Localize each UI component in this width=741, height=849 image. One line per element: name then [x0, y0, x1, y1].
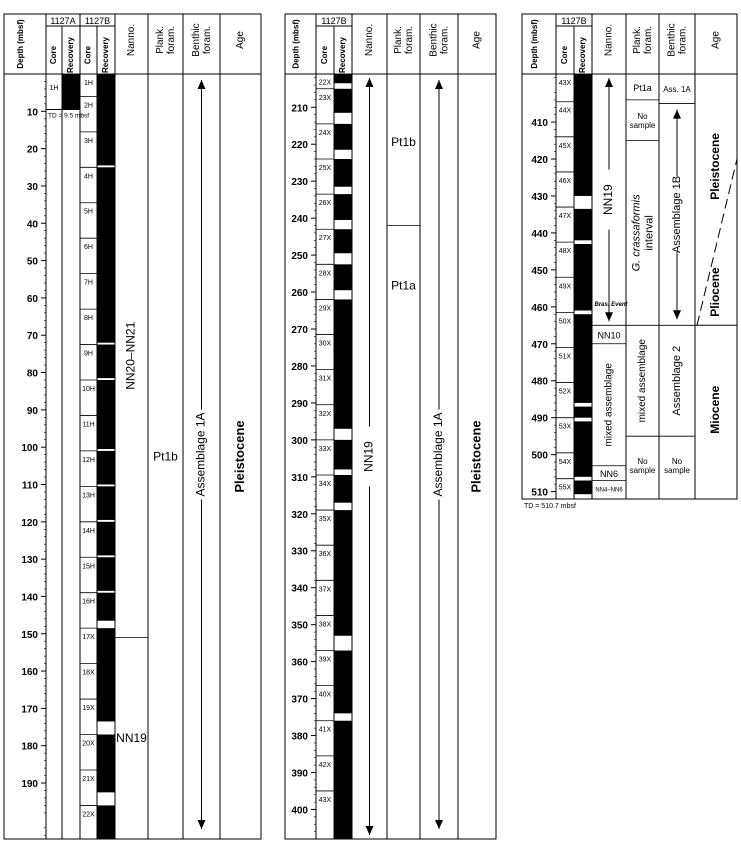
depth-tick-label: 150: [21, 629, 38, 641]
hole-label: 1127B: [561, 16, 587, 26]
recovery-bar: [334, 74, 352, 83]
age-header: Age: [710, 31, 722, 49]
depth-tick-label: 160: [21, 667, 38, 679]
plank-zone-label: No: [637, 112, 648, 122]
recovery-bar: [574, 407, 592, 418]
plank-header: Plank.: [155, 26, 167, 54]
recovery-bar: [97, 735, 115, 793]
core-label: 42X: [318, 761, 332, 769]
depth-tick-label: 290: [291, 398, 308, 410]
depth-tick-label: 90: [26, 405, 38, 417]
core-label: 54X: [558, 458, 572, 466]
depth-tick-label: 400: [291, 805, 308, 817]
age-label: Pliocene: [708, 267, 723, 317]
recovery-bar: [97, 557, 115, 591]
core-label: 28X: [318, 270, 332, 278]
arrow-head: [198, 820, 206, 829]
arrow-head: [435, 820, 443, 829]
plank-zone-label: No: [637, 457, 648, 467]
depth-tick-label: 80: [26, 368, 38, 380]
depth-tick-label: 460: [531, 302, 548, 314]
nanno-zone-label: mixed assemblage: [603, 363, 615, 447]
core-label: 55X: [558, 484, 572, 492]
recovery-bar: [574, 209, 592, 240]
core-label: 32X: [318, 410, 332, 418]
age-label: Miocene: [708, 385, 723, 434]
core-label: 1H: [49, 85, 59, 92]
core-label: 43X: [558, 80, 572, 87]
core-label: 3H: [84, 137, 93, 145]
depth-tick-label: 190: [21, 779, 38, 791]
core-label: 23X: [318, 94, 332, 102]
depth-tick-label: 340: [291, 583, 308, 595]
recovery-bar: [97, 522, 115, 556]
core-label: 19X: [82, 705, 95, 713]
recovery-bar: [334, 89, 352, 113]
depth-tick-label: 510: [531, 487, 548, 499]
nanno-zone-label: NN4–NN6: [595, 487, 623, 494]
core-label: 15H: [82, 563, 95, 571]
nanno-zone-label: NN19: [601, 184, 616, 215]
benthic-zone-label: No: [671, 457, 683, 467]
recovery-bar: [334, 440, 352, 470]
td-label: TD = 9.5 mbsf: [48, 112, 89, 120]
recovery-bar: [97, 486, 115, 520]
panel-3: [522, 14, 737, 510]
core-label: 14H: [82, 527, 95, 535]
nanno-zone-label: NN20–NN21: [123, 321, 138, 390]
plank-header: foram.: [166, 25, 178, 55]
plank-zone-label: G. crassaformis: [630, 194, 643, 272]
benthic-header: foram.: [439, 25, 451, 55]
plank-zone-label: Pt1b: [153, 449, 178, 464]
core-label: 33X: [318, 445, 332, 453]
benthic-header: foram.: [677, 25, 689, 55]
depth-tick-label: 170: [21, 704, 38, 716]
core-label: 24X: [318, 129, 332, 137]
core-label: 7H: [84, 279, 93, 287]
recovery-bar: [334, 124, 352, 150]
depth-tick-label: 210: [291, 103, 308, 115]
plank-zone-label: sample: [629, 121, 656, 131]
core-label: 9H: [84, 350, 93, 358]
depth-tick-label: 500: [531, 450, 548, 462]
plank-zone-label: interval: [643, 215, 656, 251]
arrow-head: [366, 826, 374, 835]
core-label: 22X: [318, 79, 332, 87]
hole-label: 1127B: [84, 16, 111, 26]
age-header: Age: [471, 31, 483, 49]
plank-zone-label: Pt1a: [633, 82, 652, 93]
core-label: 31X: [318, 375, 332, 383]
depth-tick-label: 390: [291, 768, 308, 780]
depth-tick-label: 20: [26, 144, 38, 156]
recovery-bar: [574, 74, 592, 196]
panel-frame: [4, 14, 261, 839]
core-label: 4H: [84, 173, 93, 181]
depth-tick-label: 450: [531, 265, 548, 277]
core-label: 16H: [82, 598, 95, 606]
benthic-header: Benthic: [666, 23, 678, 57]
arrow-head: [605, 312, 613, 321]
nanno-header: Nanno.: [364, 23, 376, 57]
benthic-assemblage-label: Assemblage 1A: [193, 412, 208, 497]
core-label: 6H: [84, 244, 93, 252]
core-label: 51X: [558, 353, 572, 361]
recovery-bar: [334, 264, 352, 290]
plank-zone-label: mixed assemblage: [637, 339, 649, 423]
recovery-bar: [334, 651, 352, 714]
core-label: 39X: [318, 656, 332, 664]
benthic-header: Benthic: [191, 23, 203, 57]
depth-tick-label: 410: [531, 118, 548, 130]
core-label: 43X: [318, 796, 332, 804]
benthic-header: Benthic: [428, 23, 440, 57]
panel-1: [4, 14, 261, 839]
depth-tick-label: 430: [531, 191, 548, 203]
core-label: 12H: [82, 456, 95, 464]
core-label: 20X: [82, 740, 95, 748]
benthic-zone-label: sample: [664, 466, 690, 476]
plank-zone-label: Pt1b: [391, 135, 416, 149]
depth-tick-label: 440: [531, 228, 548, 240]
benthic-zone-label: Assemblage 1B: [670, 175, 683, 253]
core-label: 13H: [82, 492, 95, 500]
depth-tick-label: 320: [291, 509, 308, 521]
arrow-head: [198, 80, 206, 89]
depth-tick-label: 50: [26, 256, 38, 268]
core-label: 25X: [318, 165, 332, 172]
recovery-bar: [334, 510, 352, 636]
depth-tick-label: 110: [21, 480, 38, 492]
core-label: 29X: [318, 305, 332, 313]
depth-tick-label: 270: [291, 325, 308, 336]
plank-header: foram.: [404, 25, 416, 55]
depth-tick-label: 40: [26, 219, 38, 231]
recovery-bar: [97, 74, 115, 165]
recovery-bar: [574, 244, 592, 311]
core-label: 5H: [84, 208, 93, 216]
recovery-bar: [97, 805, 115, 839]
core-label: 10H: [82, 386, 95, 393]
recovery-bar: [334, 194, 352, 220]
core-label: 1H: [84, 80, 93, 87]
depth-header: Depth (mbsf): [291, 19, 301, 69]
recovery-header: Recovery: [66, 36, 76, 74]
age-label: Pleistocene: [231, 420, 247, 493]
depth-tick-label: 480: [531, 376, 548, 388]
plank-header: Plank.: [632, 26, 644, 54]
arrow-head: [673, 110, 681, 119]
recovery-bar: [97, 167, 115, 342]
depth-tick-label: 310: [291, 472, 308, 484]
core-label: 52X: [558, 388, 572, 396]
depth-tick-label: 370: [291, 694, 308, 706]
depth-header: Depth (mbsf): [530, 19, 540, 69]
recovery-header: Recovery: [338, 36, 348, 74]
recovery-bar: [334, 229, 352, 253]
core-label: 21X: [82, 775, 95, 783]
recovery-bar: [62, 74, 80, 109]
recovery-bar: [97, 593, 115, 621]
core-label: 17X: [82, 634, 95, 642]
nanno-zone-label: NN19: [361, 441, 376, 472]
benthic-assemblage-label: Assemblage 1A: [431, 412, 446, 497]
plank-zone-label: Pt1a: [391, 278, 416, 293]
depth-header: Depth (mbsf): [16, 19, 26, 69]
benthic-header: foram.: [202, 25, 214, 55]
depth-tick-label: 130: [21, 555, 38, 567]
arrow-head: [435, 80, 443, 89]
core-label: 41X: [318, 726, 332, 734]
benthic-zone-label: Assemblage 2: [670, 345, 683, 416]
recovery-bar: [334, 475, 352, 503]
benthic-zone-label: Ass. 1A: [663, 84, 691, 94]
depth-tick-label: 470: [531, 339, 548, 351]
core-label: 36X: [318, 551, 332, 559]
core-header: Core: [49, 45, 59, 65]
core-label: 53X: [558, 423, 572, 431]
core-label: 46X: [558, 177, 572, 185]
panel-2: [285, 14, 496, 839]
core-label: 44X: [558, 107, 572, 115]
nanno-zone-label: NN6: [599, 469, 619, 480]
depth-tick-label: 70: [26, 331, 38, 343]
recovery-bar: [574, 481, 592, 495]
depth-tick-label: 330: [291, 546, 308, 558]
depth-tick-label: 380: [291, 731, 308, 743]
depth-tick-label: 120: [21, 517, 38, 529]
plank-zone-label: sample: [629, 466, 656, 476]
depth-tick-label: 260: [291, 288, 308, 300]
core-label: 8H: [84, 315, 93, 323]
depth-tick-label: 280: [291, 361, 308, 373]
core-label: 50X: [558, 318, 572, 326]
recovery-bar: [574, 314, 592, 403]
core-label: 26X: [318, 200, 332, 208]
recovery-bar: [97, 451, 115, 485]
age-label: Pleistocene: [468, 420, 484, 493]
recovery-bar: [97, 380, 115, 449]
depth-tick-label: 220: [291, 140, 308, 152]
depth-tick-label: 420: [531, 155, 548, 166]
core-label: 2H: [84, 102, 93, 110]
depth-tick-label: 140: [21, 592, 38, 604]
nanno-header: Nanno.: [603, 23, 615, 57]
depth-tick-label: 250: [291, 251, 308, 263]
recovery-bar: [334, 159, 352, 187]
arrow-head: [366, 78, 374, 87]
depth-tick-label: 240: [291, 214, 308, 226]
depth-tick-label: 30: [26, 181, 38, 193]
depth-tick-label: 100: [21, 443, 38, 455]
recovery-header: Recovery: [101, 36, 111, 74]
core-label: 40X: [318, 691, 332, 699]
core-label: 11H: [82, 421, 95, 429]
depth-tick-label: 350: [291, 620, 308, 632]
bras-event-label: Bras. Event: [594, 301, 628, 308]
core-label: 49X: [558, 283, 572, 291]
nanno-zone-label: NN19: [116, 731, 147, 746]
core-label: 37X: [318, 586, 332, 594]
recovery-bar: [97, 345, 115, 379]
depth-tick-label: 490: [531, 413, 548, 425]
core-label: 47X: [558, 213, 572, 221]
core-label: 18X: [82, 669, 95, 677]
core-header: Core: [320, 45, 330, 65]
age-label: Pleistocene: [708, 133, 723, 200]
arrow-head: [673, 310, 681, 319]
core-label: 27X: [318, 235, 332, 243]
recovery-bar: [97, 628, 115, 721]
core-label: 30X: [318, 340, 332, 348]
nanno-header: Nanno.: [126, 23, 138, 57]
core-label: 48X: [558, 248, 572, 256]
core-label: 45X: [558, 142, 572, 150]
nanno-zone-label: NN10: [597, 330, 621, 341]
depth-tick-label: 60: [26, 293, 38, 305]
depth-tick-label: 360: [291, 657, 308, 669]
depth-tick-label: 230: [291, 177, 308, 189]
plank-header: foram.: [643, 25, 655, 55]
td-label: TD = 510.7 mbsf: [524, 503, 576, 510]
core-label: 34X: [318, 480, 332, 488]
core-label: 38X: [318, 621, 332, 629]
arrow-head: [605, 78, 613, 87]
plank-header: Plank.: [393, 26, 405, 54]
age-header: Age: [235, 31, 247, 49]
core-label: 22X: [82, 811, 95, 819]
recovery-bar: [334, 299, 352, 428]
core-header: Core: [83, 45, 93, 65]
core-header: Core: [560, 45, 570, 65]
depth-tick-label: 10: [26, 107, 38, 119]
hole-label: 1127A: [50, 16, 76, 26]
recovery-header: Recovery: [578, 36, 588, 74]
recovery-bar: [334, 721, 352, 839]
depth-tick-label: 300: [291, 435, 308, 447]
recovery-bar: [574, 421, 592, 476]
hole-label: 1127B: [321, 16, 347, 26]
core-label: 35X: [318, 516, 332, 524]
depth-tick-label: 180: [21, 741, 38, 753]
